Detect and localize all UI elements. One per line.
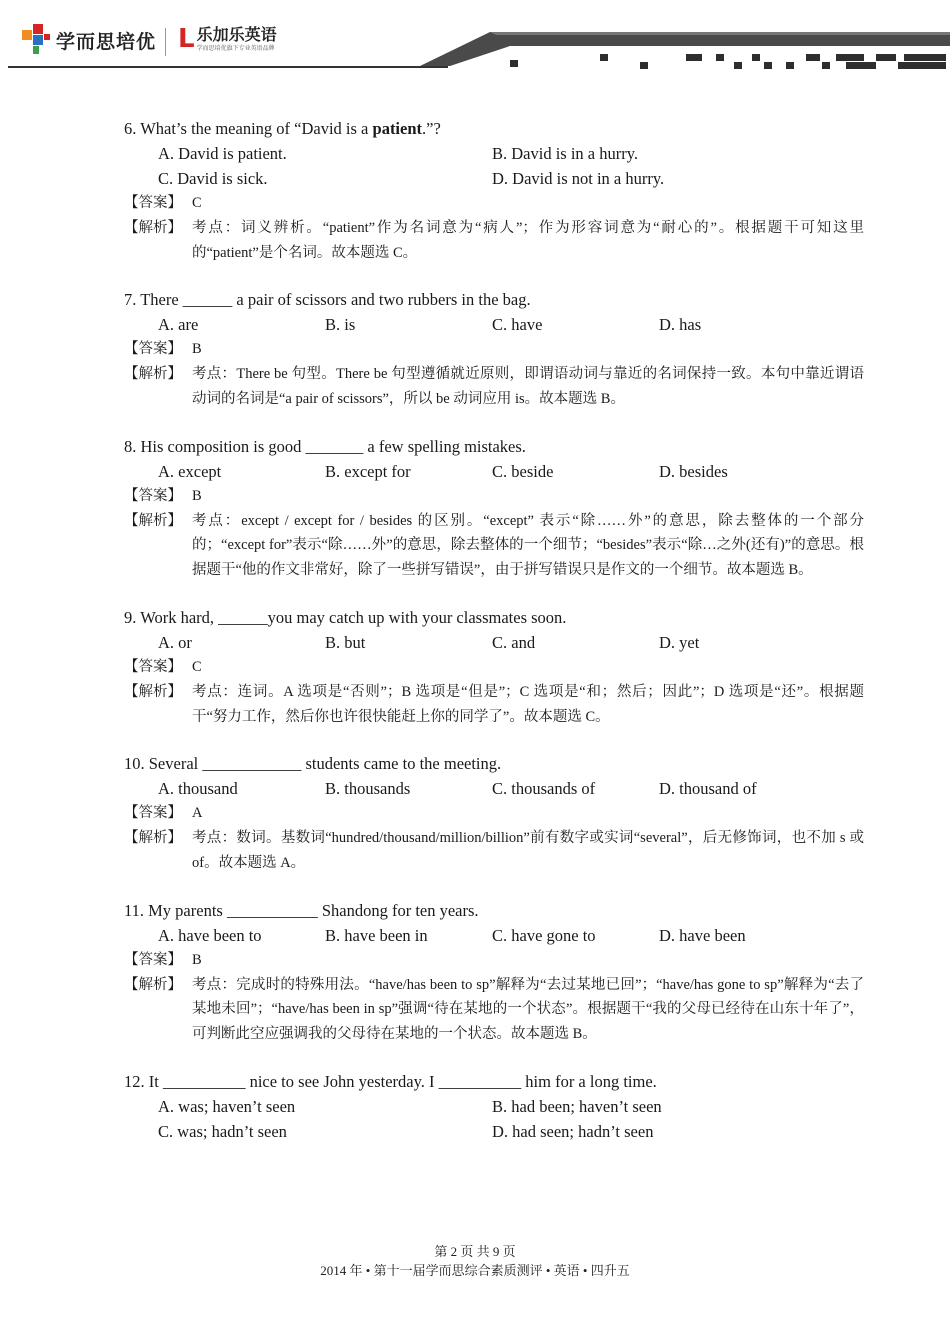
question-7 — [124, 287, 864, 411]
option-d: D. had seen; hadn’t seen — [492, 1121, 654, 1141]
option-a: A. thousand — [158, 779, 238, 799]
header-rule — [8, 66, 448, 68]
answer-value: B — [192, 341, 202, 358]
header-pixel — [734, 62, 742, 69]
option-b: B. except for — [325, 461, 411, 481]
option-d: D. have been — [659, 925, 746, 945]
header-pixel — [640, 62, 648, 69]
header-pixel — [904, 54, 946, 61]
header-pixel — [716, 54, 724, 61]
stem-keyword: patient — [372, 119, 423, 138]
question-8 — [124, 434, 864, 583]
explanation-tag: 【解析】 — [124, 219, 182, 236]
question-6 — [124, 116, 864, 265]
answer-value: C — [192, 658, 202, 675]
option-a: A. except — [158, 461, 222, 481]
explanation-text: 考点：词义辨析。“patient”作为名词意为“病人”；作为形容词意为“耐心的”。根据题干可知这里的“patient”是个名词。故本题选 C。 — [192, 219, 864, 261]
option-b: B. David is in a hurry. — [492, 144, 639, 163]
option-d: D. thousand of — [659, 779, 757, 799]
option-list — [124, 459, 864, 484]
option-b: B. have been in — [325, 925, 428, 945]
answer-line — [124, 801, 864, 826]
option-c: C. beside — [492, 461, 554, 481]
header-pixel — [764, 62, 772, 69]
explanation — [124, 362, 864, 412]
exam-title: 2014 年 • 第十一届学而思综合素质测评 • 英语 • 四升五 — [320, 1263, 630, 1278]
lejiale-logo — [178, 26, 277, 53]
lejiale-logo-icon: L — [178, 24, 195, 54]
header-pixel — [836, 54, 864, 61]
header-pixel — [686, 54, 702, 61]
question-11 — [124, 898, 864, 1047]
xueersi-logo-icon — [22, 24, 50, 56]
question-stem: 9. Work hard, ______you may catch up with your classmates soon. — [124, 607, 567, 627]
explanation-tag: 【解析】 — [124, 830, 182, 847]
option-c: C. have gone to — [492, 925, 596, 945]
option-c: C. David is sick. — [158, 169, 268, 188]
explanation-text: 考点：连词。A 选项是“否则”；B 选项是“但是”；C 选项是“和；然后；因此”；D 选项是“还”。根据题干“努力工作，然后你也许很快能赶上你的同学了”。故本题选 C。 — [192, 683, 864, 725]
question-10 — [124, 751, 864, 875]
explanation-text: 考点：There be 句型。There be 句型遵循就近原则，即谓语动词与靠近的名词保持一致。本句中靠近谓语动词的名词是“a pair of scissors”，所以 be 动词应用 is。故本题选 B。 — [192, 366, 864, 407]
answer-line — [124, 655, 864, 680]
explanation-text: 考点：完成时的特殊用法。“have/has been to sp”解释为“去过某地已回”；“have/has gone to sp”解释为“去了某地未回”；“have/has been in sp”强调“待在某地的一个状态”。根据题干“我的父母已经待在山东十年了”，可判断此空应强调我的父母待在某地的一个状态。故本题选 B。 — [192, 976, 864, 1043]
option-a: A. have been to — [158, 925, 262, 945]
explanation-text: 考点：except / except for / besides 的区别。“except” 表示“除……外”的意思，除去整体的一个部分的；“except for”表示“除……外”的意思，除去整体的一个细节；“besides”表示“除…之外(还有)”的意思。根据题干“他的作文非常好，除了一些拼写错误”，由于拼写错误只是作文的一个细节。故本题选 B。 — [192, 512, 864, 579]
header-pixel — [898, 62, 946, 69]
answer-line — [124, 191, 864, 216]
brand-divider — [165, 28, 166, 56]
answer-line — [124, 337, 864, 362]
option-d: D. besides — [659, 461, 728, 481]
answer-tag: 【答案】 — [124, 805, 182, 822]
explanation-text: 考点：数词。基数词“hundred/thousand/million/billion”前有数字或实词“several”，后无修饰词，也不加 s 或 of。故本题选 A。 — [192, 830, 864, 871]
explanation-tag: 【解析】 — [124, 683, 182, 700]
answer-tag: 【答案】 — [124, 951, 182, 968]
answer-tag: 【答案】 — [124, 341, 182, 358]
answer-value: C — [192, 195, 202, 211]
question-9 — [124, 605, 864, 729]
explanation — [124, 826, 864, 876]
option-list — [124, 776, 864, 801]
answer-line — [124, 948, 864, 973]
option-c: C. have — [492, 315, 543, 335]
page-footer — [0, 1242, 950, 1280]
question-stem: 12. It __________ nice to see John yesterday. I __________ him for a long time. — [124, 1071, 657, 1091]
question-stem — [124, 116, 864, 141]
stem-text: .”? — [422, 119, 441, 138]
option-list — [124, 923, 864, 948]
header-pixel — [510, 60, 518, 67]
answer-tag: 【答案】 — [124, 195, 182, 211]
header-pixel — [752, 54, 760, 61]
option-list — [124, 630, 864, 655]
answer-tag: 【答案】 — [124, 658, 182, 675]
explanation — [124, 509, 864, 583]
answer-line — [124, 484, 864, 509]
option-d: D. David is not in a hurry. — [492, 169, 665, 188]
header-pixel — [786, 62, 794, 69]
question-stem: 8. His composition is good _______ a few spelling mistakes. — [124, 436, 526, 456]
question-stem: 7. There ______ a pair of scissors and two rubbers in the bag. — [124, 290, 531, 310]
explanation-tag: 【解析】 — [124, 512, 182, 529]
option-a: A. are — [158, 315, 199, 335]
question-12 — [124, 1069, 864, 1144]
option-a: A. David is patient. — [158, 144, 287, 163]
explanation — [124, 973, 864, 1047]
option-b: B. thousands — [325, 779, 411, 799]
option-a: A. was; haven’t seen — [158, 1096, 296, 1116]
answer-value: A — [192, 805, 203, 822]
option-list — [124, 312, 864, 337]
header-pixel — [822, 62, 830, 69]
question-stem: 11. My parents ___________ Shandong for ten years. — [124, 900, 479, 920]
header-pixel — [806, 54, 820, 61]
explanation — [124, 216, 864, 266]
option-c: C. and — [492, 632, 536, 652]
brand-secondary-name: 乐加乐英语 — [196, 25, 277, 44]
brand-primary-name: 学而思培优 — [56, 30, 157, 53]
answer-tag: 【答案】 — [124, 487, 182, 504]
explanation-tag: 【解析】 — [124, 366, 182, 383]
option-b: B. is — [325, 315, 356, 335]
brand-secondary-tagline: 学而思培优旗下专业英语品牌 — [196, 45, 275, 52]
header-pixel — [876, 54, 896, 61]
option-list — [124, 1094, 864, 1144]
option-c: C. was; hadn’t seen — [158, 1121, 287, 1141]
option-b: B. but — [325, 632, 366, 652]
page-header — [0, 0, 950, 80]
stem-text: 6. What’s the meaning of “David is a — [124, 119, 373, 138]
option-list — [124, 141, 864, 191]
option-b: B. had been; haven’t seen — [492, 1096, 662, 1116]
option-c: C. thousands of — [492, 779, 596, 799]
option-a: A. or — [158, 632, 192, 652]
explanation — [124, 680, 864, 730]
header-pixel — [846, 62, 876, 69]
option-d: D. has — [659, 315, 702, 335]
answer-value: B — [192, 487, 202, 504]
answer-value: B — [192, 951, 202, 968]
header-pixel — [600, 54, 608, 61]
explanation-tag: 【解析】 — [124, 976, 182, 993]
question-list — [124, 116, 864, 1166]
question-stem: 10. Several ____________ students came to the meeting. — [124, 754, 502, 774]
option-d: D. yet — [659, 632, 700, 652]
xueersi-logo — [22, 24, 156, 56]
page-number: 第 2 页 共 9 页 — [434, 1244, 516, 1259]
